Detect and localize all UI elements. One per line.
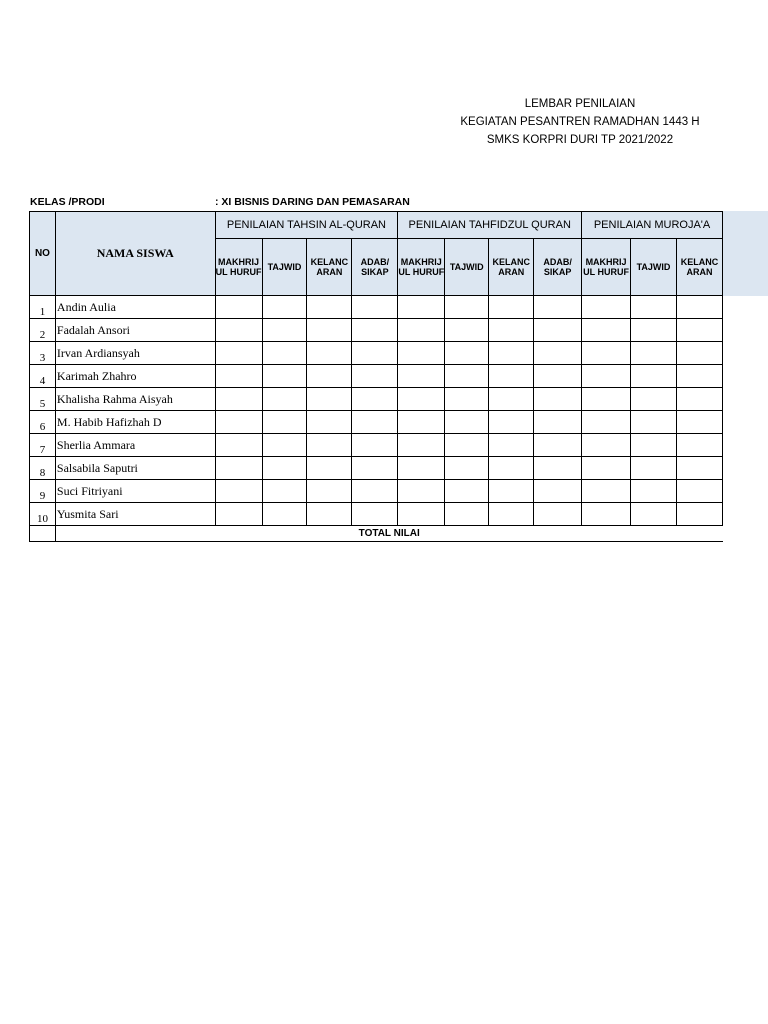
score-cell[interactable] bbox=[262, 365, 307, 388]
score-cell[interactable] bbox=[631, 388, 677, 411]
score-cell[interactable] bbox=[582, 457, 631, 480]
title-line-2: KEGIATAN PESANTREN RAMADHAN 1443 H bbox=[460, 116, 700, 128]
score-cell[interactable] bbox=[676, 388, 722, 411]
row-number: 4 bbox=[30, 365, 56, 388]
score-cell[interactable] bbox=[262, 480, 307, 503]
score-cell[interactable] bbox=[445, 503, 489, 526]
score-cell[interactable] bbox=[534, 319, 582, 342]
student-name: Karimah Zhahro bbox=[55, 365, 215, 388]
student-name: Khalisha Rahma Aisyah bbox=[55, 388, 215, 411]
row-number: 2 bbox=[30, 319, 56, 342]
score-cell[interactable] bbox=[307, 480, 352, 503]
score-cell[interactable] bbox=[262, 342, 307, 365]
score-cell[interactable] bbox=[676, 319, 722, 342]
score-cell[interactable] bbox=[398, 411, 445, 434]
score-cell[interactable] bbox=[676, 480, 722, 503]
score-cell[interactable] bbox=[582, 296, 631, 319]
score-cell[interactable] bbox=[445, 319, 489, 342]
student-name: Andin Aulia bbox=[55, 296, 215, 319]
score-cell[interactable] bbox=[534, 480, 582, 503]
score-cell[interactable] bbox=[307, 434, 352, 457]
row-number: 3 bbox=[30, 342, 56, 365]
score-cell[interactable] bbox=[307, 503, 352, 526]
score-cell[interactable] bbox=[352, 342, 398, 365]
row-number: 7 bbox=[30, 434, 56, 457]
score-cell[interactable] bbox=[262, 503, 307, 526]
score-cell[interactable] bbox=[582, 480, 631, 503]
score-cell[interactable] bbox=[352, 480, 398, 503]
score-cell[interactable] bbox=[631, 457, 677, 480]
assessment-table bbox=[29, 211, 723, 542]
score-cell[interactable] bbox=[676, 365, 722, 388]
score-cell[interactable] bbox=[631, 480, 677, 503]
kelas-prodi-value: : XI BISNIS DARING DAN PEMASARAN bbox=[215, 196, 410, 208]
score-cell[interactable] bbox=[534, 503, 582, 526]
score-cell[interactable] bbox=[489, 319, 534, 342]
score-cell[interactable] bbox=[215, 480, 262, 503]
score-cell[interactable] bbox=[262, 411, 307, 434]
table-row bbox=[30, 342, 723, 365]
total-nilai-label: TOTAL NILAI bbox=[55, 526, 722, 542]
score-cell[interactable] bbox=[489, 411, 534, 434]
score-cell[interactable] bbox=[445, 480, 489, 503]
score-cell[interactable] bbox=[398, 319, 445, 342]
table-row bbox=[30, 388, 723, 411]
title-line-3: SMKS KORPRI DURI TP 2021/2022 bbox=[486, 134, 674, 146]
title-line-1: LEMBAR PENILAIAN bbox=[524, 98, 636, 110]
score-cell[interactable] bbox=[445, 411, 489, 434]
table-row bbox=[30, 296, 723, 319]
score-cell[interactable] bbox=[215, 411, 262, 434]
score-cell[interactable] bbox=[631, 434, 677, 457]
subheader-murojaah-makhrijul-huruf: MAKHRIJ UL HURUF bbox=[582, 239, 631, 296]
score-cell[interactable] bbox=[215, 296, 262, 319]
student-name: Salsabila Saputri bbox=[55, 457, 215, 480]
table-row bbox=[30, 411, 723, 434]
subheader-murojaah-tajwid: TAJWID bbox=[631, 239, 677, 296]
score-cell[interactable] bbox=[262, 434, 307, 457]
score-cell[interactable] bbox=[262, 319, 307, 342]
score-cell[interactable] bbox=[534, 365, 582, 388]
table-row bbox=[30, 480, 723, 503]
table-row bbox=[30, 503, 723, 526]
score-cell[interactable] bbox=[534, 388, 582, 411]
header-overflow-fill bbox=[723, 211, 768, 296]
subheader-tahsin-tajwid: TAJWID bbox=[262, 239, 307, 296]
score-cell[interactable] bbox=[398, 388, 445, 411]
score-cell[interactable] bbox=[582, 388, 631, 411]
score-cell[interactable] bbox=[398, 342, 445, 365]
score-cell[interactable] bbox=[262, 388, 307, 411]
score-cell[interactable] bbox=[631, 503, 677, 526]
score-cell[interactable] bbox=[398, 503, 445, 526]
kelas-prodi-label: KELAS /PRODI bbox=[30, 196, 105, 208]
table-row bbox=[30, 365, 723, 388]
row-number: 6 bbox=[30, 411, 56, 434]
total-row-no-cell bbox=[30, 526, 56, 542]
student-name: Yusmita Sari bbox=[55, 503, 215, 526]
score-cell[interactable] bbox=[445, 342, 489, 365]
score-cell[interactable] bbox=[398, 480, 445, 503]
row-number: 9 bbox=[30, 480, 56, 503]
table-row bbox=[30, 434, 723, 457]
group-header-murojaah: PENILAIAN MUROJA'A bbox=[582, 212, 723, 239]
score-cell[interactable] bbox=[534, 342, 582, 365]
score-cell[interactable] bbox=[631, 319, 677, 342]
score-cell[interactable] bbox=[352, 434, 398, 457]
score-cell[interactable] bbox=[398, 457, 445, 480]
score-cell[interactable] bbox=[489, 457, 534, 480]
score-cell[interactable] bbox=[582, 319, 631, 342]
student-name: Fadalah Ansori bbox=[55, 319, 215, 342]
score-cell[interactable] bbox=[307, 457, 352, 480]
score-cell[interactable] bbox=[307, 411, 352, 434]
score-cell[interactable] bbox=[307, 319, 352, 342]
score-cell[interactable] bbox=[676, 296, 722, 319]
score-cell[interactable] bbox=[445, 434, 489, 457]
score-cell[interactable] bbox=[445, 457, 489, 480]
score-cell[interactable] bbox=[534, 296, 582, 319]
column-header-no: NO bbox=[30, 212, 56, 296]
score-cell[interactable] bbox=[489, 365, 534, 388]
subheader-tahfidzul-makhrijul-huruf: MAKHRIJ UL HURUF bbox=[398, 239, 445, 296]
score-cell[interactable] bbox=[262, 457, 307, 480]
score-cell[interactable] bbox=[676, 503, 722, 526]
score-cell[interactable] bbox=[307, 365, 352, 388]
score-cell[interactable] bbox=[445, 388, 489, 411]
subheader-murojaah-kelancaran: KELANC ARAN bbox=[676, 239, 722, 296]
score-cell[interactable] bbox=[582, 503, 631, 526]
score-cell[interactable] bbox=[398, 434, 445, 457]
row-number: 8 bbox=[30, 457, 56, 480]
row-number: 10 bbox=[30, 503, 56, 526]
score-cell[interactable] bbox=[215, 434, 262, 457]
score-cell[interactable] bbox=[215, 319, 262, 342]
table-row bbox=[30, 319, 723, 342]
score-cell[interactable] bbox=[582, 365, 631, 388]
score-cell[interactable] bbox=[445, 296, 489, 319]
subheader-tahfidzul-kelancaran: KELANC ARAN bbox=[489, 239, 534, 296]
score-cell[interactable] bbox=[582, 342, 631, 365]
score-cell[interactable] bbox=[631, 342, 677, 365]
score-cell[interactable] bbox=[398, 296, 445, 319]
score-cell[interactable] bbox=[489, 434, 534, 457]
score-cell[interactable] bbox=[676, 342, 722, 365]
subheader-tahfidzul-tajwid: TAJWID bbox=[445, 239, 489, 296]
score-cell[interactable] bbox=[352, 319, 398, 342]
score-cell[interactable] bbox=[489, 296, 534, 319]
score-cell[interactable] bbox=[307, 342, 352, 365]
subheader-tahsin-kelancaran: KELANC ARAN bbox=[307, 239, 352, 296]
score-cell[interactable] bbox=[676, 434, 722, 457]
row-number: 1 bbox=[30, 296, 56, 319]
score-cell[interactable] bbox=[582, 411, 631, 434]
score-cell[interactable] bbox=[631, 365, 677, 388]
score-cell[interactable] bbox=[307, 388, 352, 411]
score-cell[interactable] bbox=[215, 388, 262, 411]
score-cell[interactable] bbox=[631, 296, 677, 319]
score-cell[interactable] bbox=[215, 457, 262, 480]
subheader-tahsin-adab-sikap: ADAB/ SIKAP bbox=[352, 239, 398, 296]
student-name: Suci Fitriyani bbox=[55, 480, 215, 503]
score-cell[interactable] bbox=[676, 411, 722, 434]
score-cell[interactable] bbox=[352, 503, 398, 526]
score-cell[interactable] bbox=[534, 457, 582, 480]
score-cell[interactable] bbox=[352, 388, 398, 411]
score-cell[interactable] bbox=[534, 411, 582, 434]
student-rows bbox=[30, 296, 723, 526]
row-number: 5 bbox=[30, 388, 56, 411]
student-name: Irvan Ardiansyah bbox=[55, 342, 215, 365]
score-cell[interactable] bbox=[582, 434, 631, 457]
score-cell[interactable] bbox=[352, 411, 398, 434]
score-cell[interactable] bbox=[489, 342, 534, 365]
score-cell[interactable] bbox=[307, 296, 352, 319]
table-row bbox=[30, 457, 723, 480]
score-cell[interactable] bbox=[489, 480, 534, 503]
score-cell[interactable] bbox=[631, 411, 677, 434]
score-cell[interactable] bbox=[534, 434, 582, 457]
subheader-tahfidzul-adab-sikap: ADAB/ SIKAP bbox=[534, 239, 582, 296]
score-cell[interactable] bbox=[215, 503, 262, 526]
score-cell[interactable] bbox=[352, 296, 398, 319]
student-name: Sherlia Ammara bbox=[55, 434, 215, 457]
score-cell[interactable] bbox=[215, 365, 262, 388]
score-cell[interactable] bbox=[352, 457, 398, 480]
column-header-nama-siswa: NAMA SISWA bbox=[55, 212, 215, 296]
group-header-tahfidzul: PENILAIAN TAHFIDZUL QURAN bbox=[398, 212, 582, 239]
score-cell[interactable] bbox=[489, 503, 534, 526]
score-cell[interactable] bbox=[262, 296, 307, 319]
score-cell[interactable] bbox=[398, 365, 445, 388]
score-cell[interactable] bbox=[445, 365, 489, 388]
subheader-tahsin-makhrijul-huruf: MAKHRIJ UL HURUF bbox=[215, 239, 262, 296]
student-name: M. Habib Hafizhah D bbox=[55, 411, 215, 434]
score-cell[interactable] bbox=[215, 342, 262, 365]
score-cell[interactable] bbox=[676, 457, 722, 480]
group-header-tahsin: PENILAIAN TAHSIN AL-QURAN bbox=[215, 212, 398, 239]
score-cell[interactable] bbox=[352, 365, 398, 388]
score-cell[interactable] bbox=[489, 388, 534, 411]
